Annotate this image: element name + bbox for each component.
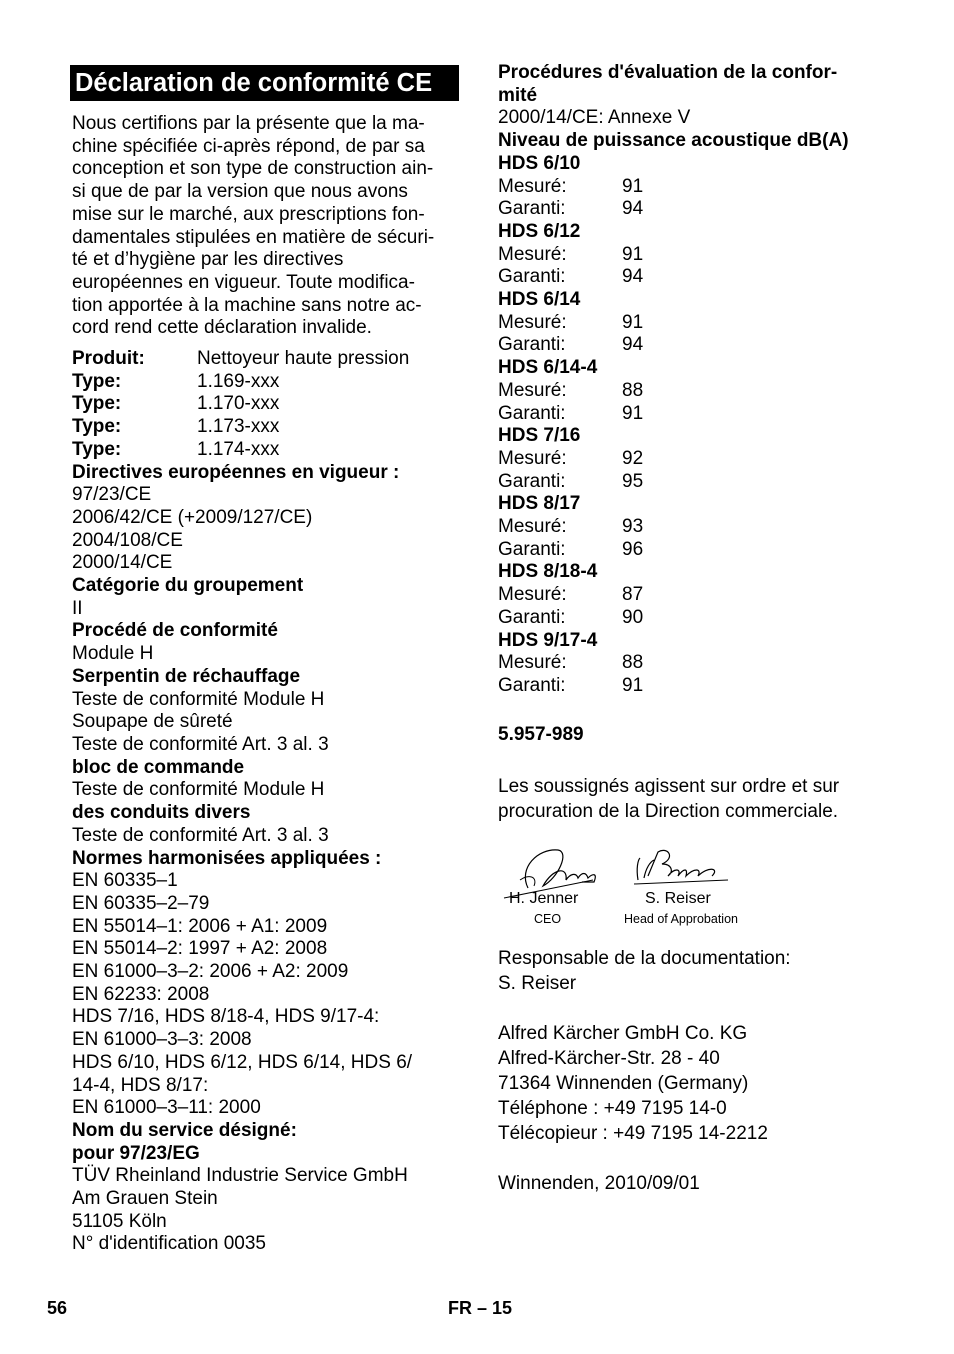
model-name: HDS 8/17 [498, 493, 581, 515]
measured-row [498, 312, 898, 335]
guaranteed-row [498, 403, 898, 426]
acoustic-model [498, 289, 898, 357]
signatory-name: H. Jenner [509, 890, 579, 908]
measured-label: Mesuré: [498, 516, 567, 538]
procedure-heading: Procédé de conformité [72, 620, 278, 642]
guaranteed-value: 90 [622, 606, 644, 628]
address-line: Téléphone : +49 7195 14-0 [498, 1098, 727, 1120]
type-row [72, 439, 464, 462]
product-row [72, 348, 464, 371]
acoustic-model [498, 357, 898, 425]
directive-item: 2004/108/CE [72, 529, 183, 551]
directives-heading: Directives européennes en vigueur : [72, 461, 400, 483]
signature-block [498, 838, 898, 936]
standard-line: EN 61000–3–2: 2006 + A2: 2009 [72, 961, 349, 983]
type-label: Type: [72, 393, 122, 415]
type-row [72, 416, 464, 439]
intro-line: Nous certifions par la présente que la ma- [72, 113, 425, 134]
measured-label: Mesuré: [498, 447, 567, 469]
pipes-value: Teste de conformité Art. 3 al. 3 [72, 824, 329, 846]
intro-line: tion apportée à la machine sans notre ac- [72, 294, 422, 316]
address-line: 71364 Winnenden (Germany) [498, 1073, 749, 1095]
heating-coil-heading: Serpentin de réchauffage [72, 665, 301, 687]
measured-label: Mesuré: [498, 175, 567, 197]
product-value: Nettoyeur haute pression [197, 348, 410, 370]
model-name: HDS 9/17-4 [498, 629, 598, 651]
type-value: 1.169-xxx [197, 370, 280, 392]
measured-value: 88 [622, 652, 644, 674]
guaranteed-row [498, 471, 898, 494]
signatory-role: Head of Approbation [624, 912, 738, 927]
type-row [72, 371, 464, 394]
measured-row [498, 516, 898, 539]
documentation-block [498, 946, 898, 996]
guaranteed-row [498, 675, 898, 698]
left-column [72, 60, 464, 1256]
pipes-heading: des conduits divers [72, 802, 251, 824]
measured-row [498, 244, 898, 267]
address-line: Télécopieur : +49 7195 14-2212 [498, 1123, 768, 1145]
notified-body-heading: pour 97/23/EG [72, 1142, 200, 1164]
product-label: Produit: [72, 348, 145, 370]
acoustic-model [498, 630, 898, 698]
type-value: 1.173-xxx [197, 416, 280, 438]
measured-value: 91 [622, 311, 644, 333]
right-column [498, 60, 898, 1196]
guaranteed-label: Garanti: [498, 402, 566, 424]
guaranteed-value: 95 [622, 470, 644, 492]
acoustic-model [498, 493, 898, 561]
intro-line: mise sur le marché, aux prescriptions fon- [72, 203, 425, 225]
notified-body-line: Am Grauen Stein [72, 1188, 218, 1210]
type-label: Type: [72, 416, 122, 438]
heating-coil-line: Teste de conformité Module H [72, 688, 325, 710]
heating-coil-line: Soupape de sûreté [72, 711, 233, 733]
model-name: HDS 6/14 [498, 289, 581, 311]
measured-value: 87 [622, 584, 644, 606]
guaranteed-row [498, 334, 898, 357]
guaranteed-value: 94 [622, 198, 644, 220]
heating-coil-line: Teste de conformité Art. 3 al. 3 [72, 733, 329, 755]
signatory-name: S. Reiser [645, 890, 711, 908]
address-block [498, 1021, 898, 1146]
guaranteed-label: Garanti: [498, 674, 566, 696]
type-value: 1.170-xxx [197, 393, 280, 415]
signatories-line: procuration de la Direction commerciale. [498, 801, 839, 823]
type-label: Type: [72, 370, 122, 392]
measured-row [498, 448, 898, 471]
standard-line: EN 61000–3–3: 2008 [72, 1029, 252, 1051]
standards-heading: Normes harmonisées appliquées : [72, 847, 382, 869]
standard-line: HDS 6/10, HDS 6/12, HDS 6/14, HDS 6/ [72, 1051, 413, 1073]
measured-row [498, 652, 898, 675]
type-row [72, 393, 464, 416]
guaranteed-value: 94 [622, 266, 644, 288]
page-number: 56 [47, 1298, 68, 1318]
acoustic-model [498, 221, 898, 289]
directive-item: 2000/14/CE [72, 552, 173, 574]
model-name: HDS 6/10 [498, 152, 581, 174]
standard-line: EN 55014–2: 1997 + A2: 2008 [72, 938, 328, 960]
notified-body-line: 51105 Köln [72, 1210, 167, 1232]
notified-body-line: TÜV Rheinland Industrie Service GmbH [72, 1165, 408, 1187]
intro-line: cord rend cette déclaration invalide. [72, 317, 372, 339]
measured-row [498, 380, 898, 403]
address-line: Alfred-Kärcher-Str. 28 - 40 [498, 1048, 720, 1070]
document-number: 5.957-989 [498, 723, 584, 745]
standard-line: HDS 7/16, HDS 8/18-4, HDS 9/17-4: [72, 1006, 380, 1028]
model-name: HDS 6/14-4 [498, 357, 598, 379]
control-block-value: Teste de conformité Module H [72, 779, 325, 801]
intro-line: si que de par la version que nous avons [72, 181, 408, 203]
documentation-name: S. Reiser [498, 973, 577, 995]
page-title: Déclaration de conformité CE [70, 65, 459, 101]
measured-label: Mesuré: [498, 311, 567, 333]
standard-line: EN 60335–2–79 [72, 892, 210, 914]
documentation-label: Responsable de la documentation: [498, 948, 791, 970]
control-block-heading: bloc de commande [72, 756, 245, 778]
guaranteed-row [498, 607, 898, 630]
notified-body-heading: Nom du service désigné: [72, 1119, 297, 1141]
type-value: 1.174-xxx [197, 438, 280, 460]
measured-label: Mesuré: [498, 243, 567, 265]
assessment-heading: mité [498, 84, 538, 106]
guaranteed-row [498, 198, 898, 221]
standard-line: EN 60335–1 [72, 870, 178, 892]
intro-line: européennes en vigueur. Toute modifica- [72, 271, 415, 293]
measured-value: 93 [622, 516, 644, 538]
acoustic-model [498, 425, 898, 493]
place-date: Winnenden, 2010/09/01 [498, 1173, 700, 1195]
standard-line: 14-4, HDS 8/17: [72, 1074, 209, 1096]
standard-line: EN 62233: 2008 [72, 983, 210, 1005]
assessment-value: 2000/14/CE: Annexe V [498, 107, 691, 129]
category-value: II [72, 597, 83, 619]
category-heading: Catégorie du groupement [72, 575, 304, 597]
acoustic-model [498, 153, 898, 221]
measured-row [498, 176, 898, 199]
acoustic-heading: Niveau de puissance acoustique dB(A) [498, 130, 849, 152]
intro-line: té et d’hygiène par les directives [72, 249, 344, 271]
acoustic-model-list [498, 153, 898, 698]
directive-item: 2006/42/CE (+2009/127/CE) [72, 506, 313, 528]
address-line: Alfred Kärcher GmbH Co. KG [498, 1023, 748, 1045]
assessment-heading: Procédures d'évaluation de la confor- [498, 62, 838, 83]
standard-line: EN 55014–1: 2006 + A1: 2009 [72, 915, 328, 937]
measured-label: Mesuré: [498, 652, 567, 674]
guaranteed-row [498, 539, 898, 562]
acoustic-model [498, 561, 898, 629]
notified-body-line: N° d'identification 0035 [72, 1233, 266, 1255]
guaranteed-label: Garanti: [498, 470, 566, 492]
model-name: HDS 7/16 [498, 425, 581, 447]
guaranteed-label: Garanti: [498, 334, 566, 356]
measured-row [498, 584, 898, 607]
procedure-value: Module H [72, 643, 154, 665]
intro-line: damentales stipulées en matière de sécuri- [72, 226, 435, 248]
model-name: HDS 8/18-4 [498, 561, 598, 583]
signatories-line: Les soussignés agissent sur ordre et sur [498, 776, 840, 798]
signatories-text [498, 774, 898, 824]
intro-line: chine spécifiée ci-après répond, de par sa [72, 135, 425, 157]
intro-paragraph [72, 113, 464, 340]
guaranteed-value: 94 [622, 334, 644, 356]
guaranteed-value: 96 [622, 538, 644, 560]
guaranteed-label: Garanti: [498, 606, 566, 628]
model-name: HDS 6/12 [498, 220, 581, 242]
guaranteed-label: Garanti: [498, 198, 566, 220]
directive-item: 97/23/CE [72, 484, 152, 506]
measured-value: 91 [622, 175, 644, 197]
section-marker: FR – 15 [448, 1298, 513, 1318]
measured-value: 88 [622, 379, 644, 401]
signatory-role: CEO [534, 912, 562, 927]
guaranteed-value: 91 [622, 402, 644, 424]
guaranteed-label: Garanti: [498, 266, 566, 288]
intro-line: conception et son type de construction ain- [72, 158, 434, 180]
measured-value: 92 [622, 447, 644, 469]
measured-value: 91 [622, 243, 644, 265]
guaranteed-row [498, 266, 898, 289]
measured-label: Mesuré: [498, 584, 567, 606]
guaranteed-value: 91 [622, 674, 644, 696]
measured-label: Mesuré: [498, 379, 567, 401]
type-label: Type: [72, 438, 122, 460]
guaranteed-label: Garanti: [498, 538, 566, 560]
standard-line: EN 61000–3–11: 2000 [72, 1097, 261, 1119]
